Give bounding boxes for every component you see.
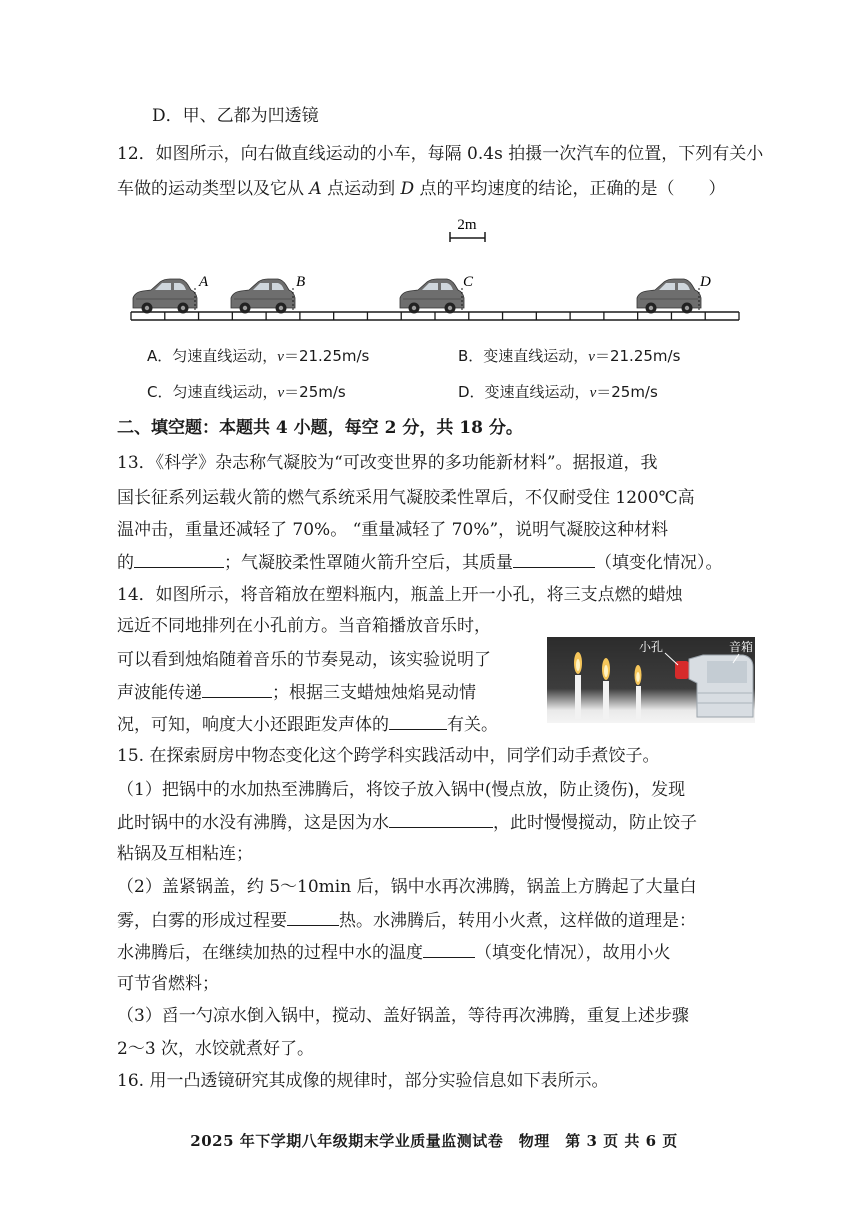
q15-p2-line-4: 可节省燃料； (117, 974, 219, 994)
page-footer: 2025 年下学期八年级期末学业质量监测试卷 物理 第 3 页 共 6 页 (190, 1132, 678, 1150)
car-a (133, 279, 197, 314)
q15-p1-line-2: 此时锅中的水没有沸腾，这是因为水 ，此时慢慢搅动，防止饺子 (117, 813, 697, 833)
section-2-heading: 二、填空题：本题共 4 小题，每空 2 分，共 18 分。 (117, 418, 523, 438)
q15-blank-2[interactable] (287, 909, 339, 926)
q15-p2-line-1: （2）盖紧锅盖，约 5～10min 后，锅中水再次沸腾，锅盖上方腾起了大量白 (117, 877, 697, 897)
car-b (231, 279, 295, 314)
q12-option-c: C．匀速直线运动，v＝25m/s (147, 383, 346, 401)
point-d-label: D (700, 274, 711, 290)
point-b-label: B (296, 274, 306, 290)
q13-line-1: 13．《科学》杂志称气凝胶为“可改变世界的多功能新材料”。据报道，我 (117, 453, 658, 473)
q15-line-1: 15. 在探索厨房中物态变化这个跨学科实践活动中，同学们动手煮饺子。 (117, 746, 660, 766)
q14-line-3: 可以看到烛焰随着音乐的节奏晃动，该实验说明了 (117, 650, 491, 670)
q15-p3-line-1: （3）舀一勺凉水倒入锅中，搅动、盖好锅盖，等待再次沸腾，重复上述步骤 (117, 1006, 689, 1026)
speaker-bottle (675, 655, 753, 717)
q14-blank-2[interactable] (389, 713, 447, 730)
q15-blank-3[interactable] (423, 941, 475, 958)
car-c (400, 279, 464, 314)
candle-3 (635, 665, 642, 719)
scale-label: 2m (457, 217, 477, 233)
q15-p1-line-1: （1）把锅中的水加热至沸腾后，将饺子放入锅中(慢点放，防止烫伤)，发现 (117, 780, 686, 800)
car-motion-diagram (125, 212, 750, 327)
photo-label-speaker: 音箱 (729, 640, 754, 654)
q15-blank-1[interactable] (389, 811, 493, 828)
point-a-label: A (199, 274, 209, 290)
car-d (637, 279, 701, 314)
q14-line-2: 远近不同地排列在小孔前方。当音箱播放音乐时， (117, 616, 491, 636)
point-c-label: C (463, 274, 474, 290)
q14-line-1: 14．如图所示，将音箱放在塑料瓶内，瓶盖上开一小孔，将三支点燃的蜡烛 (117, 585, 683, 605)
q13-line-4: 的 ；气凝胶柔性罩随火箭升空后，其质量 （填变化情况）。 (117, 553, 723, 573)
q15-p3-line-2: 2～3 次，水饺就煮好了。 (117, 1039, 315, 1059)
q14-line-5: 况，可知，响度大小还跟距发声体的 有关。 (117, 715, 498, 735)
candle-2 (602, 658, 610, 719)
q16-line-1: 16. 用一凸透镜研究其成像的规律时，部分实验信息如下表所示。 (117, 1071, 609, 1091)
candle-speaker-photo (547, 637, 755, 723)
q13-line-3: 温冲击，重量还减轻了 70%。 “重量减轻了 70%”，说明气凝胶这种材料 (117, 520, 669, 540)
q15-p2-line-2: 雾，白雾的形成过程要 热。水沸腾后，转用小火煮，这样做的道理是： (117, 911, 696, 931)
candle-1 (574, 652, 582, 719)
q12-option-a: A．匀速直线运动，v＝21.25m/s (147, 347, 370, 365)
q13-blank-2[interactable] (513, 551, 595, 568)
q12-line-2: 车做的运动类型以及它从 A 点运动到 D 点的平均速度的结论，正确的是（ ） (117, 179, 726, 199)
scale-bracket (450, 232, 485, 242)
track-ruler (131, 312, 739, 320)
q12-line-1: 12．如图所示，向右做直线运动的小车，每隔 0.4s 拍摄一次汽车的位置，下列有关小 (117, 144, 764, 164)
q14-line-4: 声波能传递 ；根据三支蜡烛烛焰晃动情 (117, 683, 476, 703)
q11-option-d: D．甲、乙都为凹透镜 (152, 106, 319, 126)
q15-p1-line-3: 粘锅及互相粘连； (117, 844, 253, 864)
q15-p2-line-3: 水沸腾后，在继续加热的过程中水的温度 （填变化情况），故用小火 (117, 943, 671, 963)
q13-blank-1[interactable] (134, 551, 224, 568)
photo-label-hole: 小孔 (639, 640, 664, 654)
q12-option-d: D．变速直线运动，v＝25m/s (458, 383, 658, 401)
q12-option-b: B．变速直线运动，v＝21.25m/s (458, 347, 681, 365)
q13-line-2: 国长征系列运载火箭的燃气系统采用气凝胶柔性罩后，不仅耐受住 1200℃高 (117, 488, 695, 508)
q14-blank-1[interactable] (202, 681, 272, 698)
